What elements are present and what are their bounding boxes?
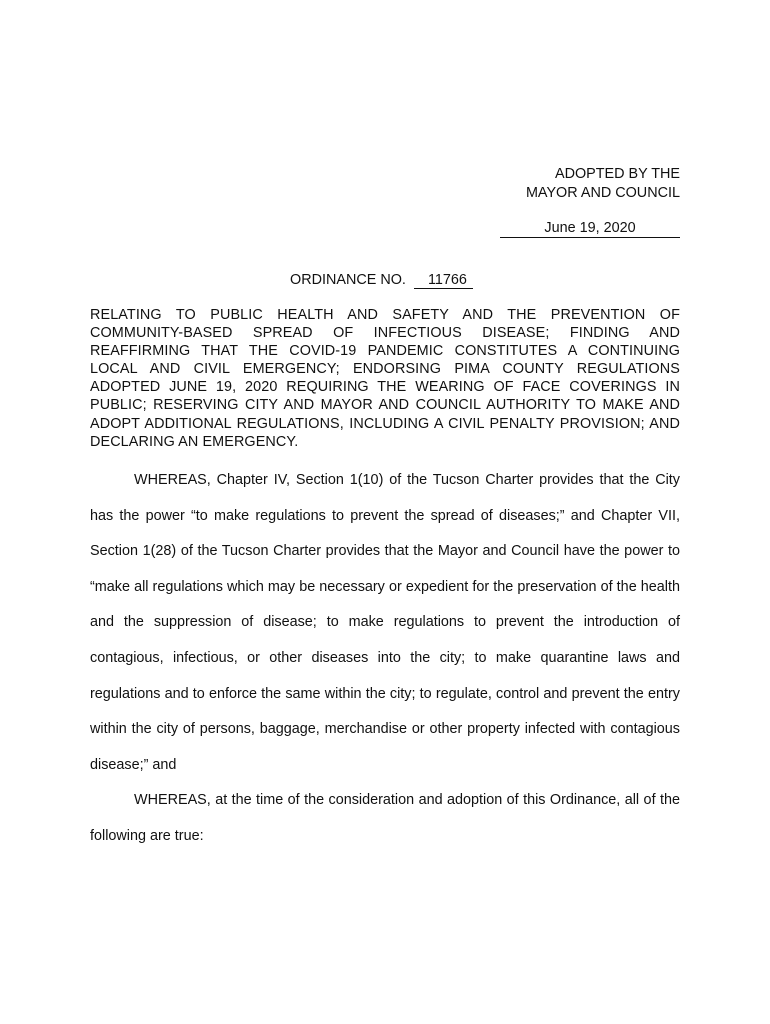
ordinance-number: 11766 bbox=[414, 272, 473, 289]
ordinance-body bbox=[90, 463, 680, 855]
whereas-paragraph-1: WHEREAS, Chapter IV, Section 1(10) of the Tucson Charter provides that the City has the power “to make regulations to prevent the spread of diseases;” and Chapter VII, Section 1(28) of the Tucson Charter provides that the Mayor and Council have the power to “make all regulations which may be necessary or expedient for the preservation of the health and the suppression of disease; to make regulations to prevent the introduction of contagious, infectious, or other diseases into the city; to make quarantine laws and regulations and to enforce the same within the city; to regulate, control and prevent the entry within the city of persons, baggage, merchandise or other property infected with contagious disease;” and bbox=[90, 472, 680, 773]
adoption-header bbox=[526, 165, 680, 203]
ordinance-title: RELATING TO PUBLIC HEALTH AND SAFETY AND THE PREVENTION OF COMMUNITY-BASED SPREAD OF INFECTIOUS DISEASE; FINDING AND REAFFIRMING THAT THE COVID-19 PANDEMIC CONSTITUTES A CONTINUING LOCAL AND CIVIL EMERGENCY; ENDORSING PIMA COUNTY REGULATIONS ADOPTED JUNE 19, 2020 REQUIRING THE WEARING OF FACE COVERINGS IN PUBLIC; RESERVING CITY AND MAYOR AND COUNCIL AUTHORITY TO MAKE AND ADOPT ADDITIONAL REGULATIONS, INCLUDING A CIVIL PENALTY PROVISION; AND DECLARING AN EMERGENCY. bbox=[90, 307, 680, 450]
ordinance-heading bbox=[290, 271, 473, 289]
adopted-line-2: MAYOR AND COUNCIL bbox=[525, 185, 680, 201]
adopted-line-1: ADOPTED BY THE bbox=[554, 166, 680, 182]
whereas-paragraph-2: WHEREAS, at the time of the consideration and adoption of this Ordinance, all of the following are true: bbox=[90, 792, 680, 844]
adoption-date: June 19, 2020 bbox=[500, 219, 680, 238]
ordinance-label: ORDINANCE NO. bbox=[290, 272, 406, 288]
